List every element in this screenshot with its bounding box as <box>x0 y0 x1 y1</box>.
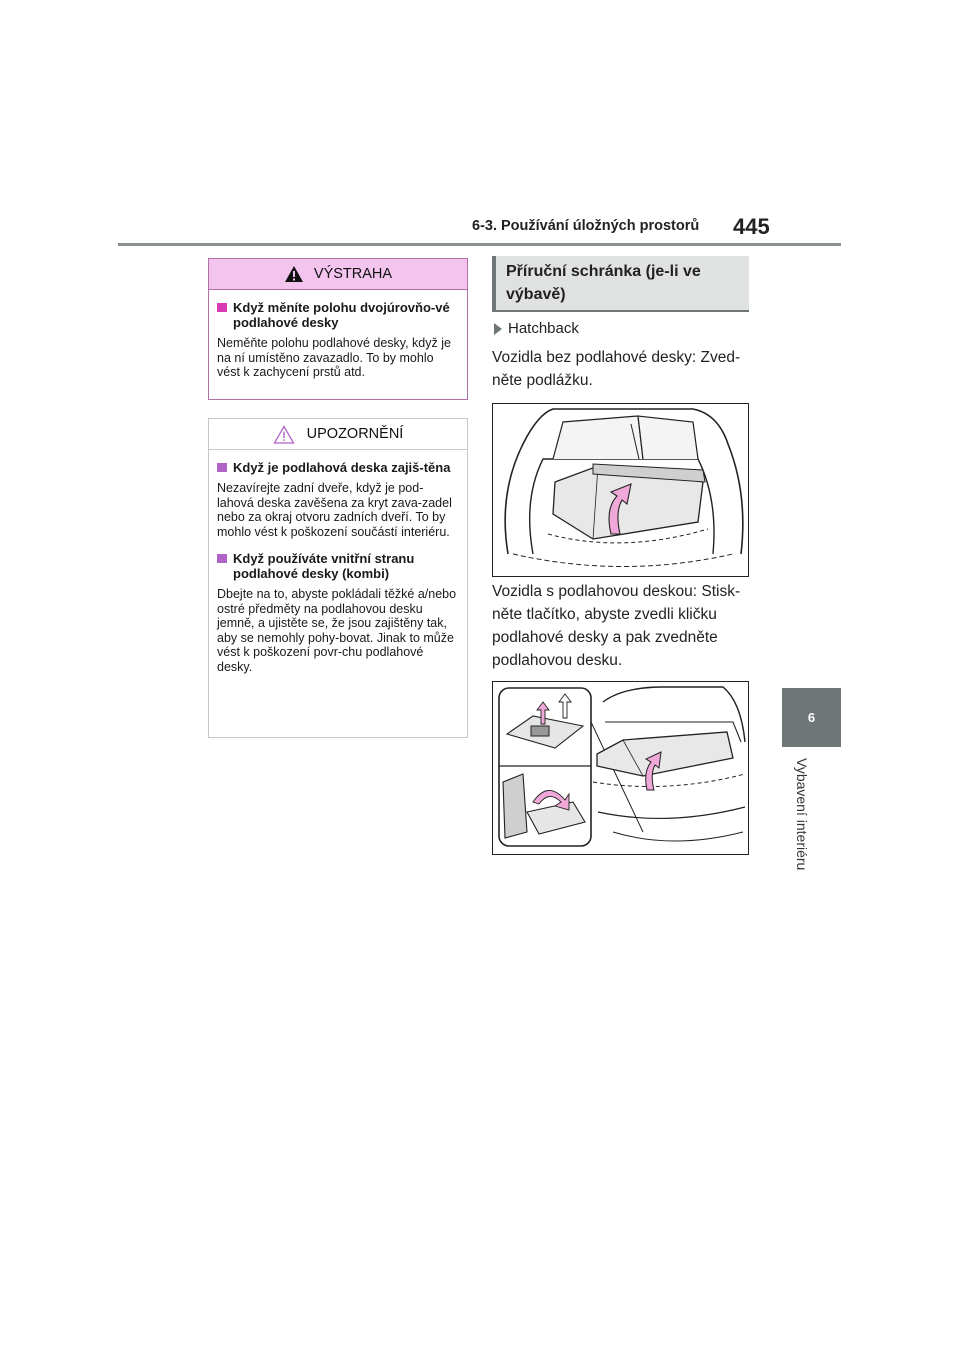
section-header: 6-3. Používání úložných prostorů <box>472 218 700 234</box>
figure-floor-board-handle <box>492 681 749 855</box>
caution-title: UPOZORNĚNÍ <box>306 426 404 442</box>
warning-header <box>209 259 467 290</box>
warning-title: VÝSTRAHA <box>313 266 393 282</box>
chapter-label: Vybavení interiéru <box>794 758 810 871</box>
variant-label: Hatchback <box>494 320 579 337</box>
figure-floor-board-raise <box>492 403 749 577</box>
chapter-number: 6 <box>807 710 816 725</box>
caution-triangle-icon <box>273 425 295 444</box>
caution-header <box>209 419 467 450</box>
caution-item-text: Nezavírejte zadní dveře, když je pod-lahová deska zavěšena za kryt zava-zadel nebo za okraj otvoru zadních dveří. To by mohlo vést k poškození součástí interiéru. <box>217 481 452 539</box>
page-number: 445 <box>733 214 770 239</box>
section-title: Příruční schránka (je-li ve výbavě) <box>492 256 749 312</box>
caution-item-title: Když používáte vnitřní stranu podlahové desky (kombi) <box>217 551 459 581</box>
warning-triangle-icon <box>284 265 304 283</box>
warning-box <box>208 258 468 400</box>
square-bullet-icon <box>217 303 227 312</box>
warning-item-text: Neměňte polohu podlahové desky, když je na ní umístěno zavazadlo. To by mohlo vést k zachycení prstů atd. <box>217 336 451 379</box>
header-rule <box>118 243 841 246</box>
instruction-text-2: Vozidla s podlahovou deskou: Stisk-něte tlačítko, abyste zvedli kličku podlahové desky a pak zvedněte podlahovou desku. <box>492 583 741 669</box>
warning-item-title: Když měníte polohu dvojúrovňo-vé podlahové desky <box>217 300 459 330</box>
triangle-bullet-icon <box>494 323 502 335</box>
square-bullet-icon <box>217 463 227 472</box>
caution-item-text: Dbejte na to, abyste pokládali těžké a/nebo ostré předměty na podlahovou desku jemně, a ujistěte se, že jsou zajištěny tak, aby se nemohly pohy-bovat. Jinak to může vést k poškození povr-chu podlahové desky. <box>217 587 457 674</box>
square-bullet-icon <box>217 554 227 563</box>
caution-box <box>208 418 468 738</box>
caution-item-title: Když je podlahová deska zajiš-těna <box>217 460 459 475</box>
instruction-text-1: Vozidla bez podlahové desky: Zved-něte podlážku. <box>492 349 741 389</box>
chapter-tab[interactable] <box>782 688 841 747</box>
